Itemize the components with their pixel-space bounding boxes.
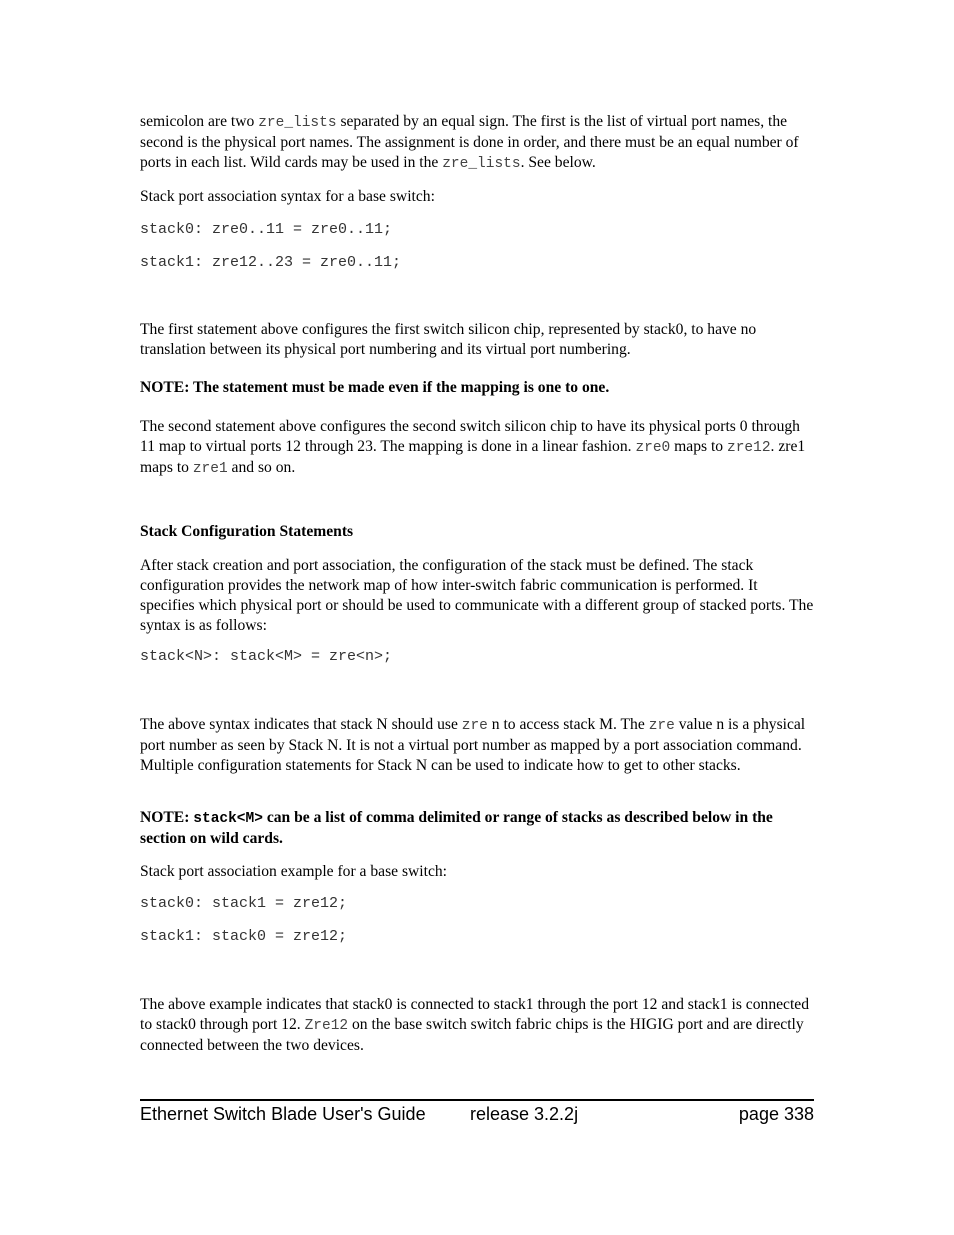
code-line: stack0: stack1 = zre12; xyxy=(140,895,348,912)
text: separated by an equal sign. The first is the list of virtual port names, the second is the physical port names. The assignment is done in order, and there must be an equal number of ports in each list. Wild cards may be used in the xyxy=(140,113,799,171)
text: The second statement above configures the second switch silicon chip to have its physical ports 0 through 11 map to virtual ports 12 through 23. The mapping is done in a linear fashion. xyxy=(140,418,800,455)
text: on the base switch switch fabric chips is the HIGIG port and are directly connected between the two devices. xyxy=(140,1016,804,1054)
text: n to access stack M. The xyxy=(487,716,649,733)
paragraph-syntax-intro: Stack port association syntax for a base switch: xyxy=(140,188,435,205)
note-one-to-one: NOTE: The statement must be made even if the mapping is one to one. xyxy=(140,379,610,396)
code-line: stack0: zre0..11 = zre0..11; xyxy=(140,221,393,238)
paragraph-first-statement: The first statement above configures the first switch silicon chip, represented by stack0, to have no translation between its physical port numbering and its virtual port numbering. xyxy=(140,321,757,358)
section-heading: Stack Configuration Statements xyxy=(140,523,354,540)
text: . zre1 maps to xyxy=(140,438,806,476)
text: maps to xyxy=(670,438,728,455)
text: value n is a physical port number as seen by Stack N. It is not a virtual port number as mapped by a port association command. Multiple configuration statements for Stack N can be used to indicate how to get to other stacks. xyxy=(140,716,806,774)
inline-code: zre0 xyxy=(635,440,671,456)
text: and so on. xyxy=(227,459,296,476)
text: semicolon are two xyxy=(140,113,259,130)
footer-title: Ethernet Switch Blade User's Guide xyxy=(140,1104,426,1124)
text: The above example indicates that stack0 is connected to stack1 through the port 12 and stack1 is connected to stack0 through port 12. xyxy=(140,996,810,1033)
paragraph-example-intro: Stack port association example for a base switch: xyxy=(140,863,448,880)
code-line: stack1: stack0 = zre12; xyxy=(140,928,348,945)
inline-code: zre1 xyxy=(192,461,228,477)
footer-release: release 3.2.2j xyxy=(470,1104,579,1124)
inline-code: zre_lists xyxy=(258,115,337,131)
page-footer xyxy=(140,1099,814,1124)
footer-page-number: page 338 xyxy=(738,1104,814,1124)
paragraph-second-statement xyxy=(140,417,814,479)
code-line: stack<N>: stack<M> = zre<n>; xyxy=(140,648,393,665)
inline-code: Zre12 xyxy=(304,1018,349,1034)
text: can be a list of comma delimited or range of stacks as described below in the section on wild cards. xyxy=(140,809,773,847)
text: . See below. xyxy=(520,154,596,171)
inline-code: zre xyxy=(461,718,488,734)
code-line: stack1: zre12..23 = zre0..11; xyxy=(140,254,402,271)
text: NOTE: xyxy=(140,809,194,826)
inline-code: zre12 xyxy=(727,440,771,456)
paragraph-stack-config: After stack creation and port association, the configuration of the stack must be defined. The stack configuration provides the network map of how inter-switch fabric communication is performed. It specifies which physical port or should be used to communicate with a different group of stacked ports. The syntax is as follows: xyxy=(140,557,814,634)
note-stack-list xyxy=(140,808,814,849)
paragraph-syntax-explanation xyxy=(140,715,814,776)
text: The above syntax indicates that stack N should use xyxy=(140,716,462,733)
paragraph-example-explanation xyxy=(140,995,814,1056)
inline-code: zre xyxy=(648,718,675,734)
inline-code: zre_lists xyxy=(442,156,521,172)
paragraph-zre-lists xyxy=(140,112,814,174)
inline-code: stack<M> xyxy=(193,811,263,827)
